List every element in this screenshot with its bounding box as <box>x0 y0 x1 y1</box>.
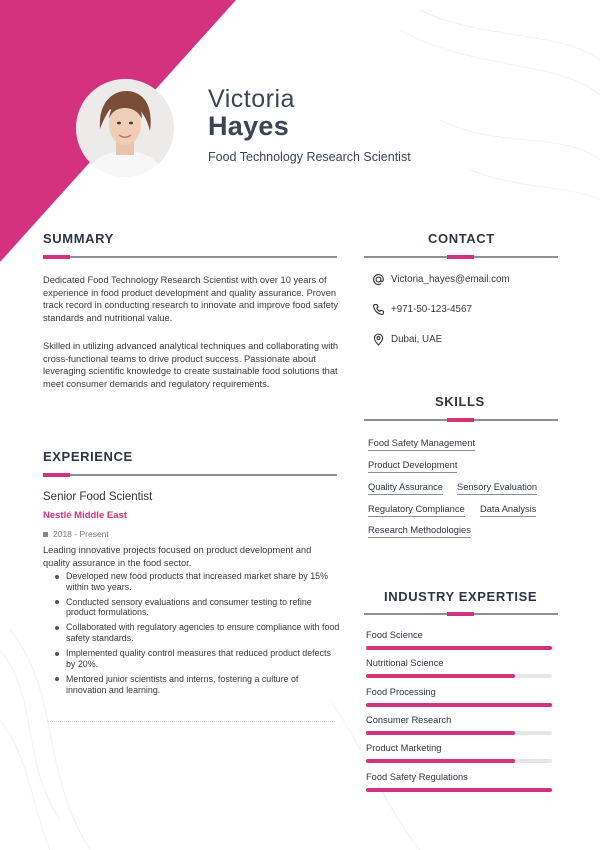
avatar <box>76 79 174 177</box>
expertise-bar-track <box>366 788 552 792</box>
job-bullet-list <box>54 571 340 700</box>
expertise-bar-fill <box>366 646 552 650</box>
expertise-bar-fill <box>366 674 515 678</box>
expertise-label: Food Science <box>366 630 423 640</box>
contact-rule-accent <box>447 255 474 259</box>
summary-heading: SUMMARY <box>43 231 114 246</box>
expertise-bar-track <box>366 703 552 707</box>
email-text: Victoria_hayes@email.com <box>391 274 510 285</box>
first-name: Victoria <box>208 85 295 113</box>
summary-rule <box>43 256 337 258</box>
job-bullet: Collaborated with regulatory agencies to ensure compliance with food safety standards. <box>54 622 340 643</box>
expertise-bar-fill <box>366 703 552 707</box>
summary-rule-accent <box>43 255 70 259</box>
contact-location <box>372 333 442 346</box>
expertise-bar-track <box>366 646 552 650</box>
contact-phone[interactable] <box>372 303 472 316</box>
expertise-bar-track <box>366 731 552 735</box>
skill-tag: Sensory Evaluation <box>457 482 537 495</box>
at-icon <box>372 273 385 286</box>
job-dates <box>43 529 109 539</box>
expertise-label: Product Marketing <box>366 743 442 754</box>
job-bullet: Implemented quality control measures that reduced product defects by 20%. <box>54 648 340 669</box>
expertise-heading: INDUSTRY EXPERTISE <box>384 589 538 604</box>
skills-heading: SKILLS <box>435 394 485 409</box>
expertise-label: Nutritional Science <box>366 658 444 669</box>
expertise-bar-fill <box>366 788 552 792</box>
contact-email[interactable] <box>372 273 510 286</box>
experience-rule <box>43 474 337 476</box>
expertise-rule-accent <box>447 612 474 616</box>
location-pin-icon <box>372 333 385 346</box>
skill-tag: Data Analysis <box>480 504 536 517</box>
job-dates-text: 2018 - Present <box>53 529 109 539</box>
job-position-title: Senior Food Scientist <box>43 491 153 503</box>
location-text: Dubai, UAE <box>391 334 443 345</box>
expertise-label: Consumer Research <box>366 714 452 725</box>
expertise-bar-track <box>366 759 552 763</box>
experience-heading: EXPERIENCE <box>43 449 133 464</box>
section-divider <box>47 721 335 722</box>
expertise-bar-fill <box>366 731 515 735</box>
skill-tag: Research Methodologies <box>368 525 471 538</box>
skill-tag: Regulatory Compliance <box>368 504 465 517</box>
phone-text: +971-50-123-4567 <box>391 304 472 315</box>
job-bullet: Mentored junior scientists and interns, fostering a culture of innovation and learning. <box>54 674 340 695</box>
expertise-bar-track <box>366 674 552 678</box>
company-name: Nestlé Middle East <box>43 510 127 521</box>
skills-rule-accent <box>447 418 474 422</box>
skill-tag: Product Development <box>368 460 457 473</box>
job-bullet: Developed new food products that increased market share by 15% within two years. <box>54 571 340 592</box>
summary-paragraph-2: Skilled in utilizing advanced analytical techniques and collaborating with cross-functional teams to drive product success. Passionate about leveraging scientific knowledge to create sustainable food solutions that meet consumer demands and regulatory requirements. <box>43 341 339 389</box>
last-name: Hayes <box>208 111 290 141</box>
experience-rule-accent <box>43 473 70 477</box>
expertise-label: Food Processing <box>366 686 436 697</box>
summary-paragraph-1: Dedicated Food Technology Research Scientist with over 10 years of experience in food product development and quality assurance. Proven track record in conducting research to innovate and improve food safety standards and nutritional value. <box>43 275 339 323</box>
expertise-bar-fill <box>366 759 515 763</box>
expertise-label: Food Safety Regulations <box>366 771 468 782</box>
job-intro: Leading innovative projects focused on product development and quality assurance in the food sector. <box>43 545 312 568</box>
profile-photo <box>76 79 174 177</box>
skill-tag: Quality Assurance <box>368 482 443 495</box>
phone-icon <box>372 303 385 316</box>
job-bullet: Conducted sensory evaluations and consumer testing to refine product formulations. <box>54 597 340 618</box>
contact-heading: CONTACT <box>428 231 495 246</box>
job-title: Food Technology Research Scientist <box>208 150 411 164</box>
date-bullet-icon <box>43 532 48 537</box>
skill-tag: Food Safety Management <box>368 438 475 451</box>
